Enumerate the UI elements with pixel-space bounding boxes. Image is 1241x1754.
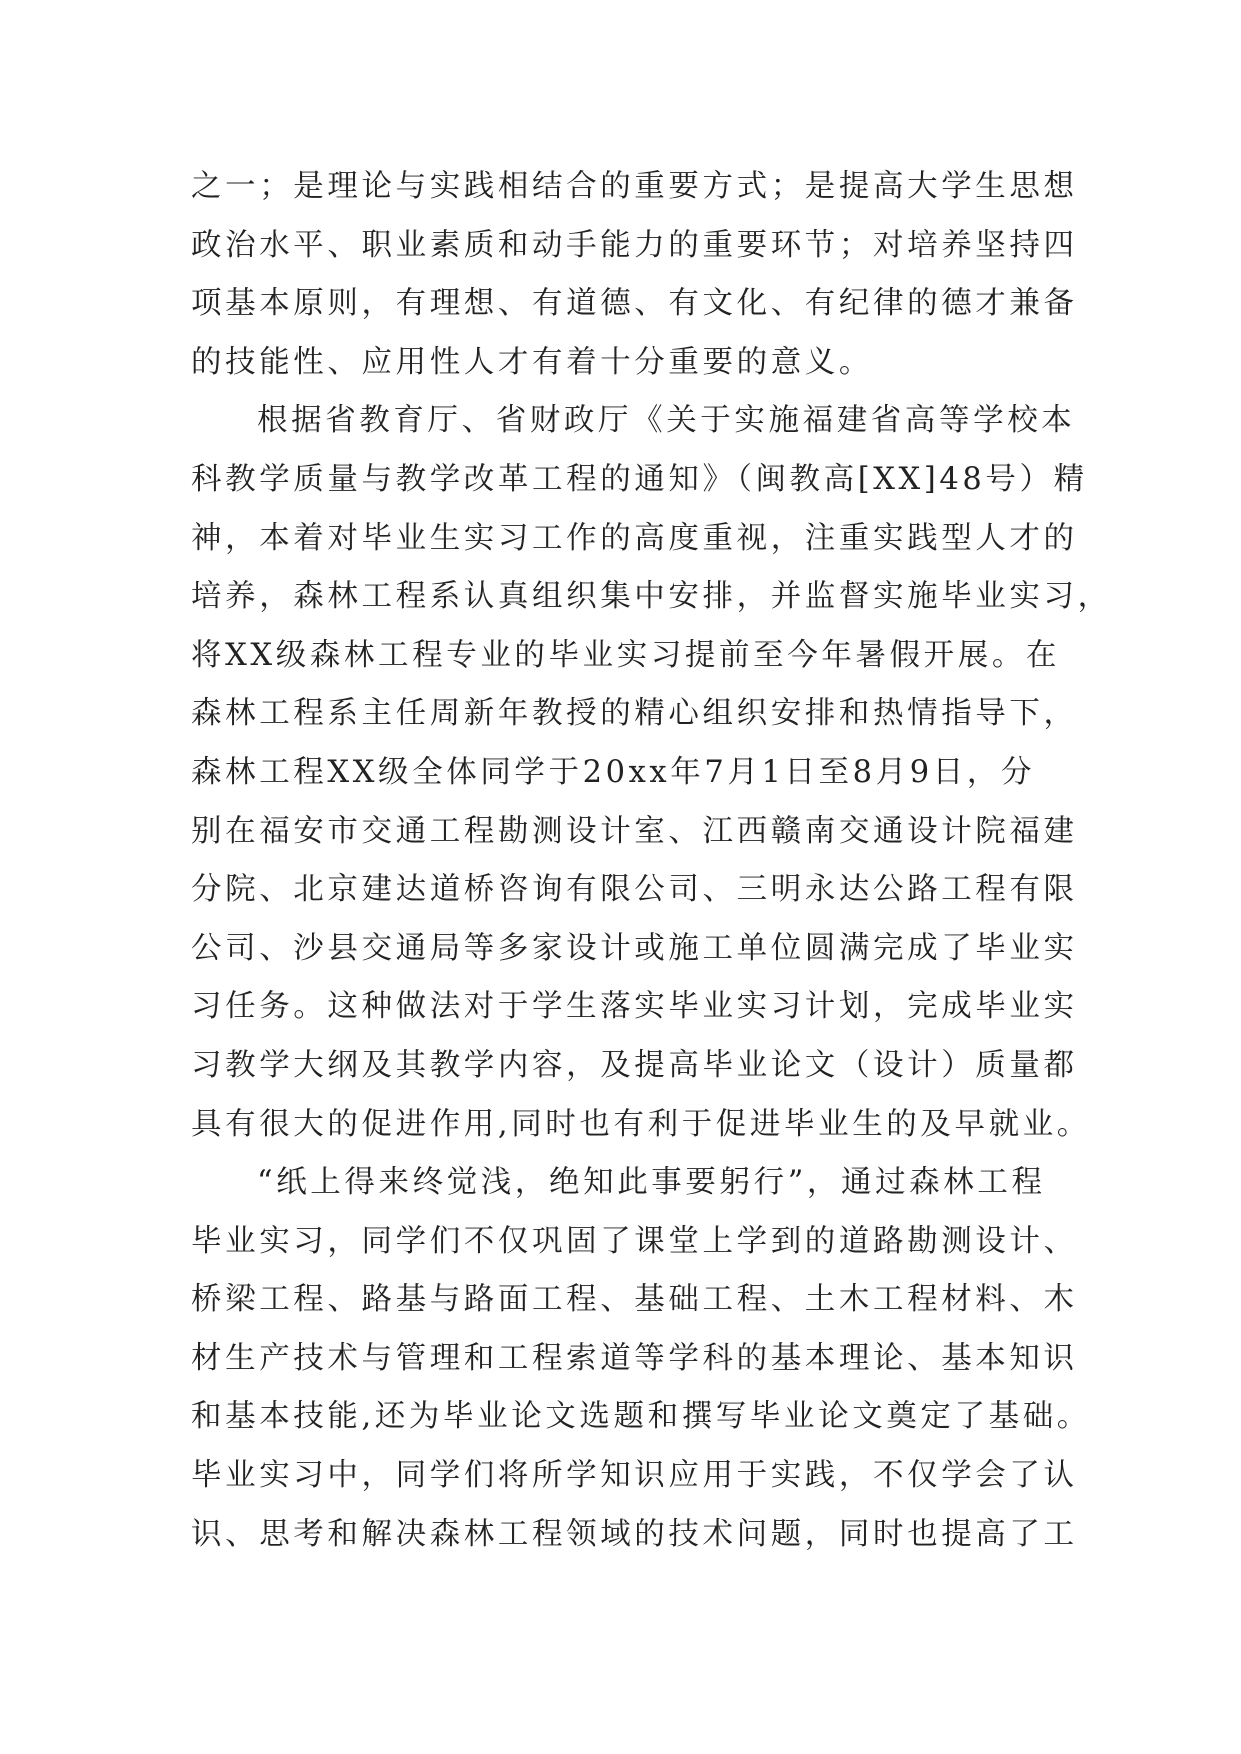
text-line: 培养，森林工程系认真组织集中安排，并监督实施毕业实习，	[191, 579, 1112, 615]
text-line: 材生产技术与管理和工程索道等学科的基本理论、基本知识	[191, 1340, 1078, 1376]
body-text	[191, 158, 1112, 1564]
text-line: 别在福安市交通工程勘测设计室、江西赣南交通设计院福建	[191, 813, 1078, 849]
text-line: 政治水平、职业素质和动手能力的重要环节；对培养坚持四	[191, 227, 1078, 263]
text-line: 森林工程系主任周新年教授的精心组织安排和热情指导下，	[191, 696, 1078, 732]
text-line: 分院、北京建达道桥咨询有限公司、三明永达公路工程有限	[191, 872, 1078, 908]
paragraph-3	[191, 1154, 1091, 1564]
text-line: 和基本技能,还为毕业论文选题和撰写毕业论文奠定了基础。	[191, 1399, 1091, 1435]
text-line: 之一；是理论与实践相结合的重要方式；是提高大学生思想	[191, 169, 1078, 204]
text-line-first: 根据省教育厅、省财政厅《关于实施福建省高等学校本	[257, 403, 1076, 439]
text-line: 毕业实习中，同学们将所学知识应用于实践，不仅学会了认	[191, 1458, 1078, 1494]
text-line-first: “纸上得来终觉浅，绝知此事要躬行”，通过森林工程	[257, 1165, 1046, 1201]
text-line: 习教学大纲及其教学内容，及提高毕业论文（设计）质量都	[191, 1047, 1078, 1083]
text-line: 森林工程XX级全体同学于20xx年7月1日至8月9日，分	[191, 754, 1036, 790]
text-line: 项基本原则，有理想、有道德、有文化、有纪律的德才兼备	[191, 286, 1078, 322]
text-line: 习任务。这种做法对于学生落实毕业实习计划，完成毕业实	[191, 989, 1078, 1025]
paragraph-2	[191, 392, 1112, 1154]
text-line: 毕业实习，同学们不仅巩固了课堂上学到的道路勘测设计、	[191, 1223, 1078, 1259]
text-line: 的技能性、应用性人才有着十分重要的意义。	[191, 344, 873, 380]
text-line: 具有很大的促进作用,同时也有利于促进毕业生的及早就业。	[191, 1106, 1091, 1142]
text-line: 桥梁工程、路基与路面工程、基础工程、土木工程材料、木	[191, 1282, 1078, 1318]
text-line: 神，本着对毕业生实习工作的高度重视，注重实践型人才的	[191, 520, 1078, 556]
text-line: 科教学质量与教学改革工程的通知》（闽教高[XX]48号）精	[191, 461, 1088, 497]
paragraph-1	[191, 158, 1078, 392]
text-line: 识、思考和解决森林工程领域的技术问题，同时也提高了工	[191, 1516, 1078, 1552]
text-line: 公司、沙县交通局等多家设计或施工单位圆满完成了毕业实	[191, 930, 1078, 966]
text-line: 将XX级森林工程专业的毕业实习提前至今年暑假开展。在	[191, 637, 1061, 673]
